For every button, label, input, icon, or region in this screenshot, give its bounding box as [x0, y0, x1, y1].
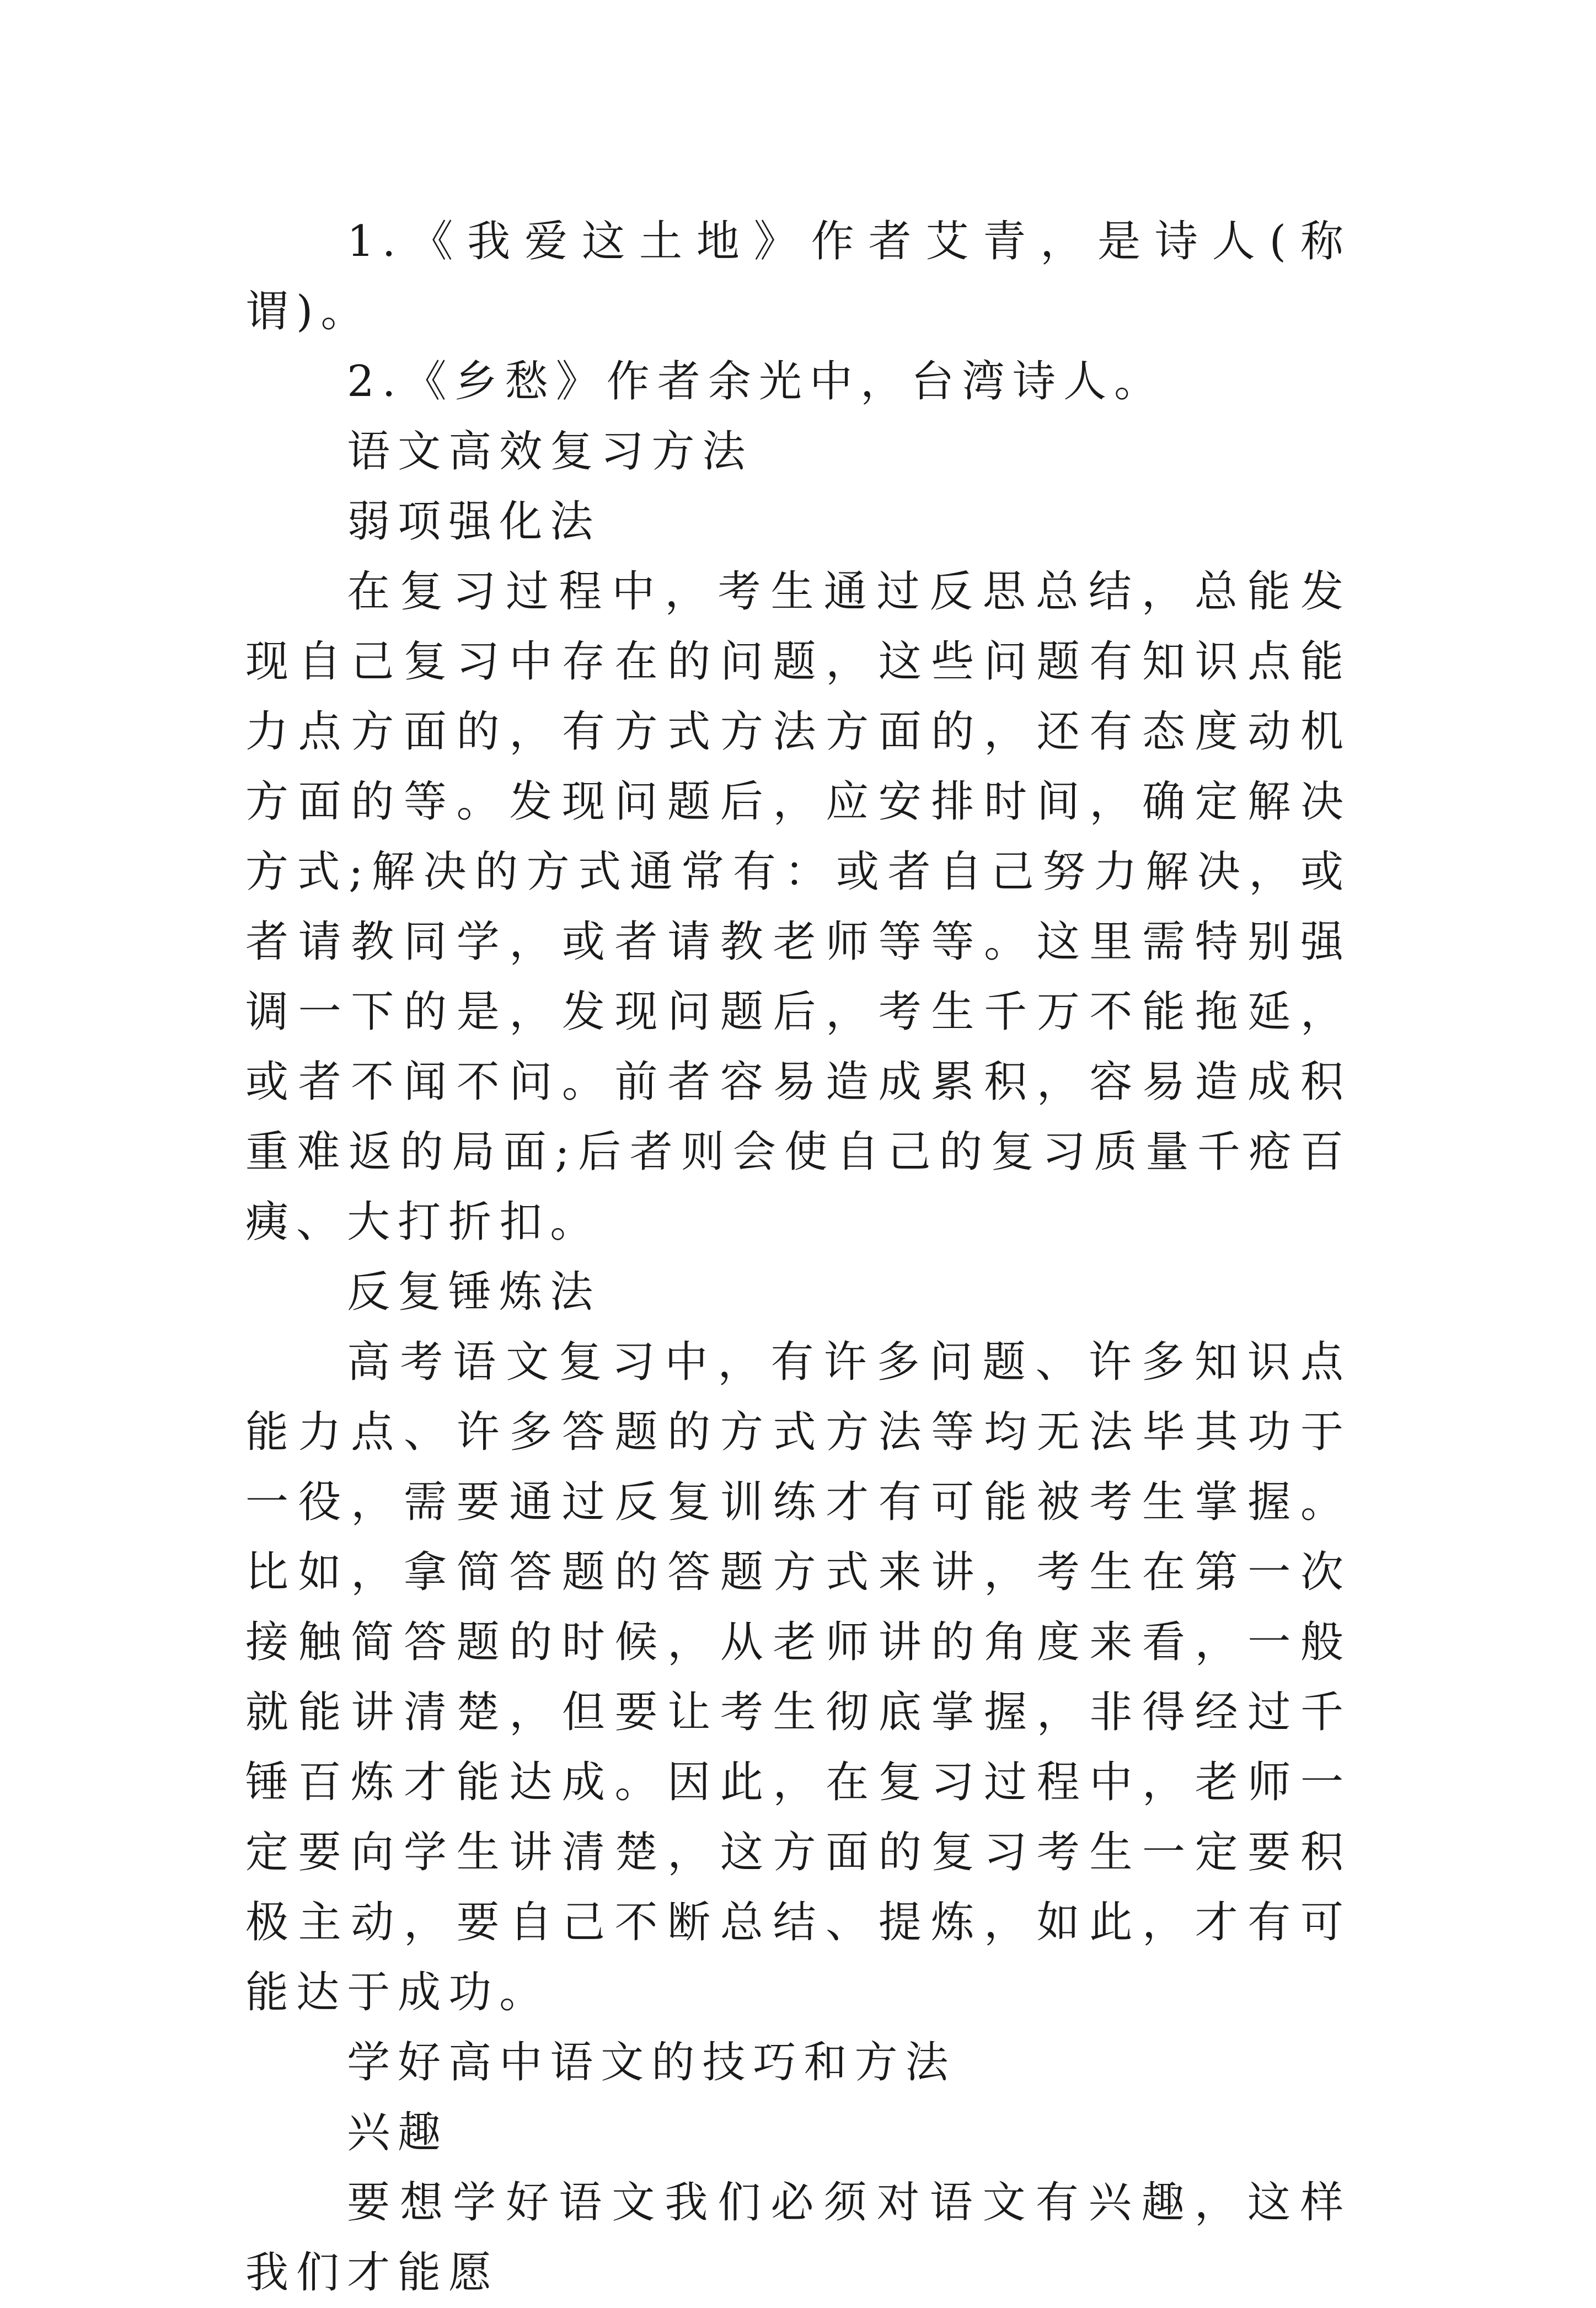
- document-body: [245, 207, 1351, 2308]
- section-heading: 学好高中语文的技巧和方法: [347, 2038, 956, 2087]
- list-item-1: 1.《我爱这土地》作者艾青，是诗人(称谓)。: [245, 217, 1351, 336]
- body-paragraph: 高考语文复习中，有许多问题、许多知识点能力点、许多答题的方式方法等均无法毕其功于一役，需要通过反复训练才有可能被考生掌握。比如，拿简答题的答题方式来讲，考生在第一次接触简答题的时候，从老师讲的角度来看，一般就能讲清楚，但要让考生彻底掌握，非得经过千锤百炼才能达成。因此，在复习过程中，老师一定要向学生讲清楚，这方面的复习考生一定要积极主动，要自己不断总结、提炼，如此，才有可能达于成功。: [245, 1337, 1351, 2017]
- subheading-repeated-practice-method: 反复锤炼法: [347, 1267, 601, 1317]
- list-item-2: 2.《乡愁》作者余光中，台湾诗人。: [347, 357, 1165, 406]
- body-paragraph: 要想学好语文我们必须对语文有兴趣，这样我们才能愿: [245, 2178, 1351, 2298]
- subheading-weak-item-method: 弱项强化法: [347, 497, 601, 547]
- body-paragraph: 在复习过程中，考生通过反思总结，总能发现自己复习中存在的问题，这些问题有知识点能力点方面的，有方式方法方面的，还有态度动机方面的等。发现问题后，应安排时间，确定解决方式;解决的方式通常有：或者自己努力解决，或者请教同学，或者请教老师等等。这里需特别强调一下的是，发现问题后，考生千万不能拖延，或者不闻不问。前者容易造成累积，容易造成积重难返的局面;后者则会使自己的复习质量千疮百痍、大打折扣。: [245, 567, 1351, 1247]
- subheading-interest: 兴趣: [347, 2108, 449, 2157]
- section-heading: 语文高效复习方法: [347, 427, 753, 476]
